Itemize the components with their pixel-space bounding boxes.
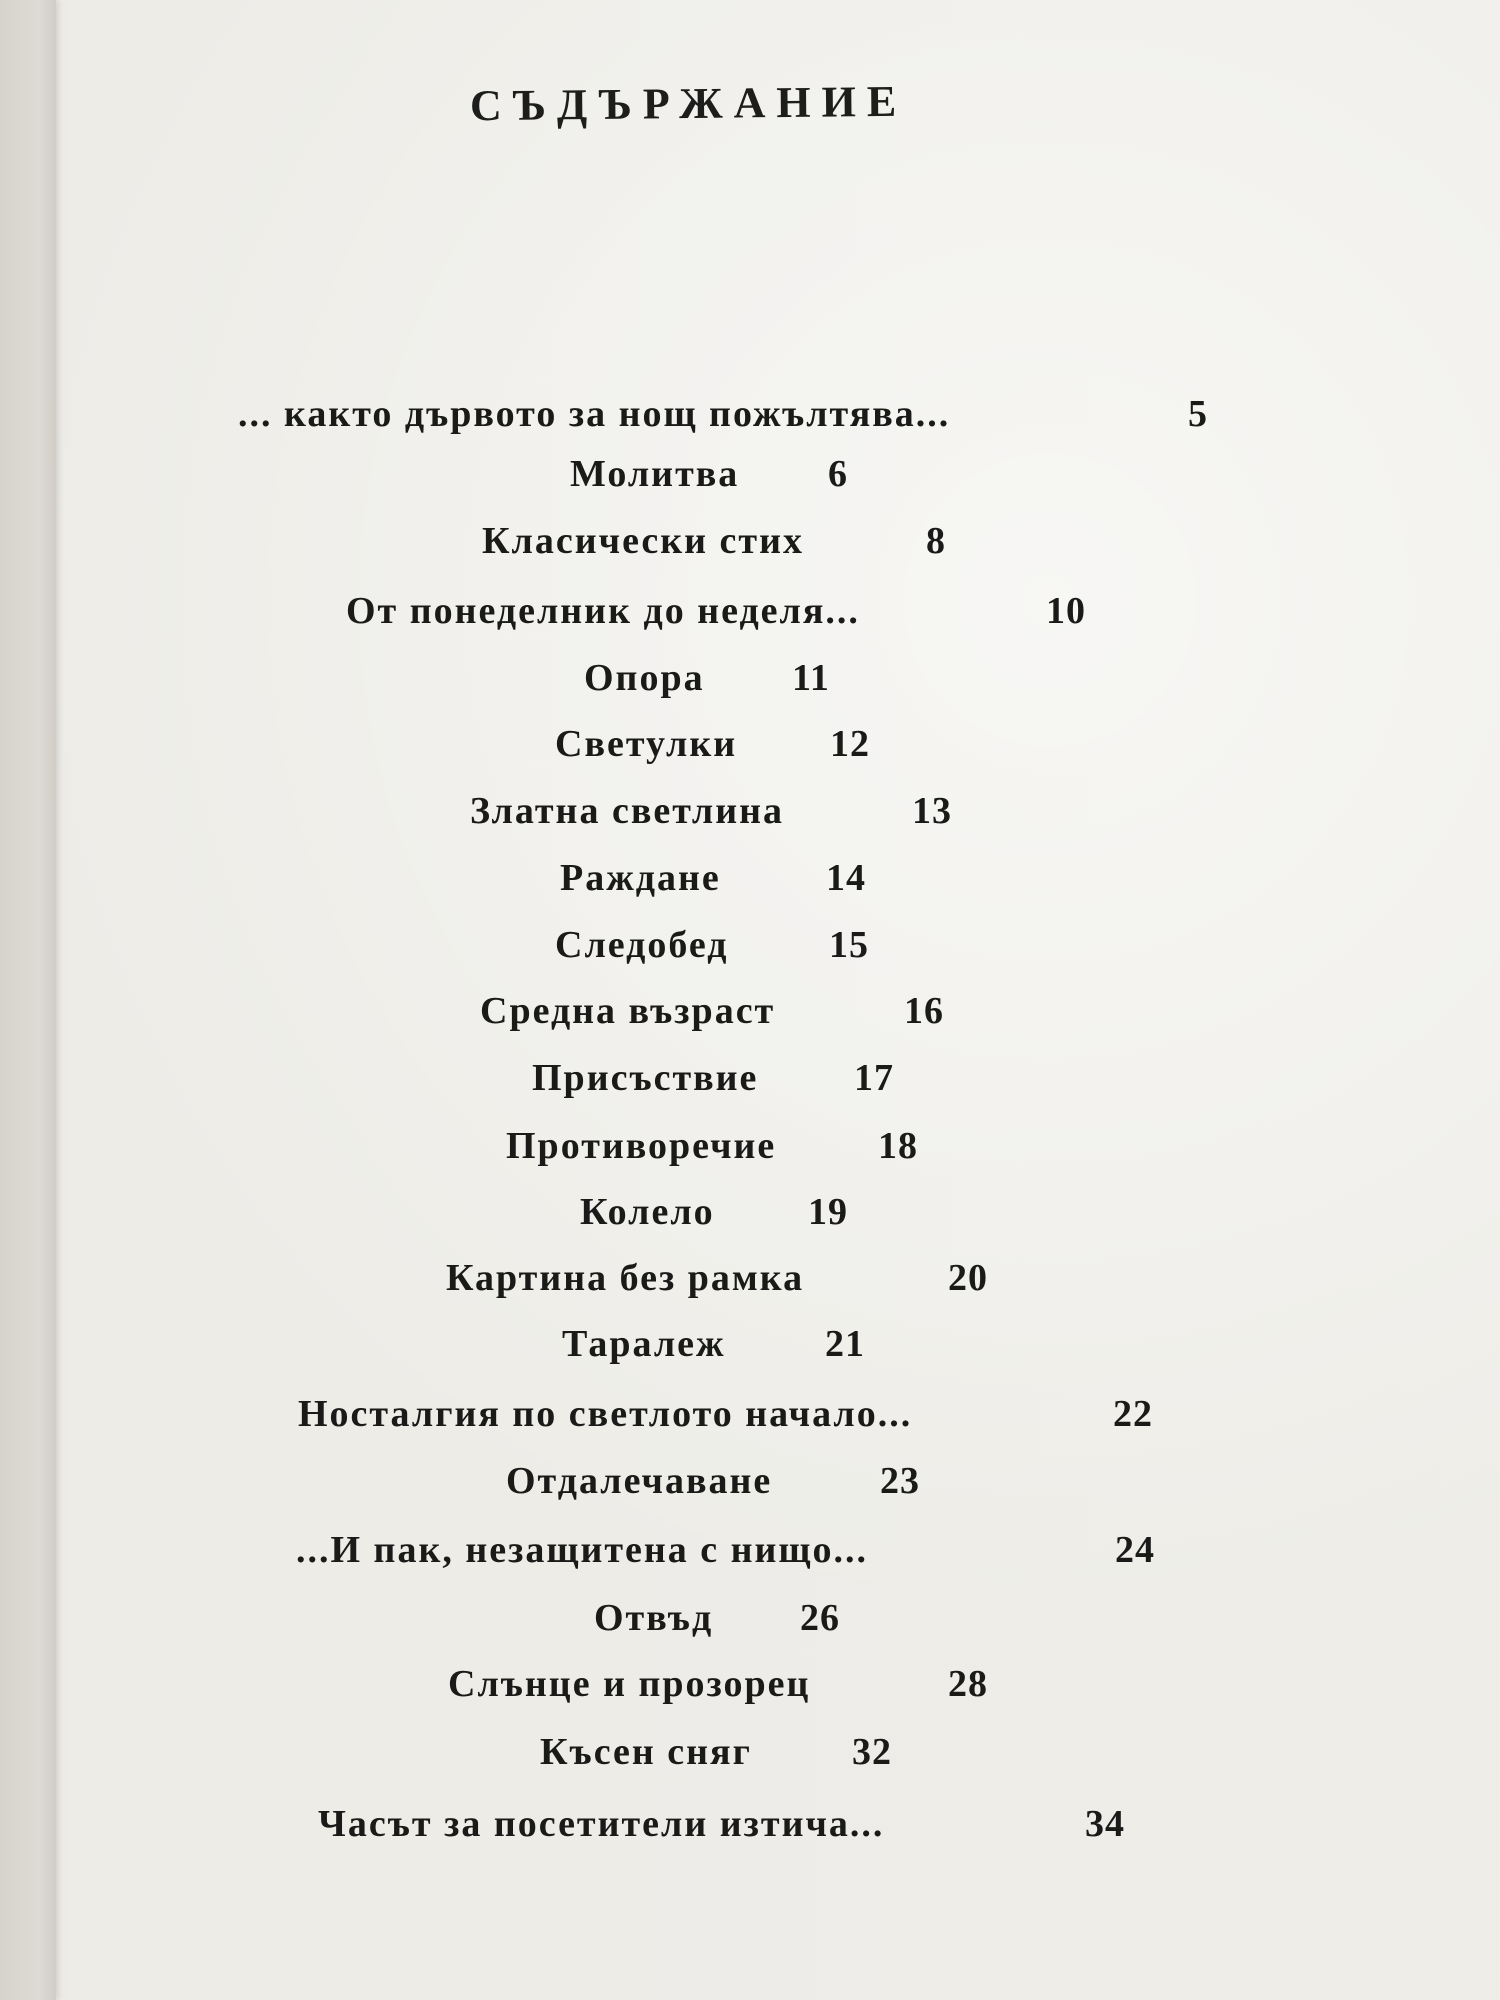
toc-entry-title: Следобед bbox=[555, 924, 729, 966]
toc-entry bbox=[446, 1256, 988, 1300]
toc-entry-title: Класически стих bbox=[482, 520, 804, 562]
toc-entry-title: ...И пак, незащитена с нищо... bbox=[296, 1529, 869, 1571]
toc-entry-page: 11 bbox=[792, 657, 830, 699]
toc-entry-title: Колело bbox=[580, 1191, 715, 1233]
toc-entry-title: Носталгия по светлото начало... bbox=[298, 1393, 913, 1435]
toc-entry-page: 16 bbox=[904, 990, 944, 1032]
toc-entry-page: 28 bbox=[948, 1663, 988, 1705]
toc-entry-page: 20 bbox=[948, 1257, 988, 1299]
toc-entry-title: Отдалечаване bbox=[506, 1460, 773, 1502]
toc-entry-title: Присъствие bbox=[532, 1057, 759, 1099]
toc-entry-page: 17 bbox=[854, 1057, 894, 1099]
toc-entry bbox=[584, 656, 830, 700]
toc-entry-title: Късен сняг bbox=[540, 1731, 752, 1773]
toc-entry-page: 8 bbox=[926, 520, 946, 562]
toc-entry-page: 15 bbox=[829, 924, 869, 966]
toc-entry-page: 26 bbox=[800, 1597, 840, 1639]
toc-entry bbox=[298, 1392, 1153, 1436]
toc-entry-page: 34 bbox=[1085, 1803, 1125, 1845]
toc-entry-title: Златна светлина bbox=[470, 790, 785, 832]
toc-entry-title: Противоречие bbox=[506, 1125, 777, 1167]
toc-entry bbox=[506, 1459, 920, 1503]
toc-entry-title: Средна възраст bbox=[480, 990, 776, 1032]
toc-entry-page: 5 bbox=[1188, 393, 1208, 435]
toc-entry bbox=[580, 1190, 848, 1234]
toc-entry-title: От понеделник до неделя... bbox=[346, 590, 860, 632]
toc-entry-title: Таралеж bbox=[562, 1323, 726, 1365]
toc-entry bbox=[448, 1662, 988, 1706]
toc-entry-page: 24 bbox=[1115, 1529, 1155, 1571]
toc-entry-title: Картина без рамка bbox=[446, 1257, 805, 1299]
toc-entry bbox=[562, 1322, 865, 1366]
toc-entry-page: 18 bbox=[878, 1125, 918, 1167]
toc-entry-title: Раждане bbox=[560, 857, 721, 899]
toc-entry bbox=[482, 519, 946, 563]
toc-entry bbox=[570, 452, 848, 496]
page-title: СЪДЪРЖАНИЕ bbox=[469, 76, 908, 131]
toc-entry bbox=[555, 923, 869, 967]
toc-entry-title: Слънце и прозорец bbox=[448, 1663, 811, 1705]
toc-entry-title: Молитва bbox=[570, 453, 740, 495]
toc-entry bbox=[594, 1596, 840, 1640]
toc-entry-title: Часът за посетители изтича... bbox=[318, 1803, 885, 1845]
toc-entry-page: 23 bbox=[880, 1460, 920, 1502]
toc-entry-page: 12 bbox=[830, 723, 870, 765]
toc-entry bbox=[532, 1056, 894, 1100]
toc-entry-title: Светулки bbox=[555, 723, 738, 765]
toc-entry bbox=[555, 722, 870, 766]
toc-entry-page: 22 bbox=[1113, 1393, 1153, 1435]
toc-entry-title: Опора bbox=[584, 657, 705, 699]
toc-entry-page: 32 bbox=[852, 1731, 892, 1773]
toc-entry bbox=[540, 1730, 892, 1774]
toc-entry bbox=[560, 856, 866, 900]
toc-entry-page: 19 bbox=[808, 1191, 848, 1233]
toc-entry-page: 21 bbox=[825, 1323, 865, 1365]
toc-entry-page: 13 bbox=[912, 790, 952, 832]
toc-entry-page: 10 bbox=[1046, 590, 1086, 632]
toc-entry bbox=[470, 789, 952, 833]
toc-entry bbox=[318, 1802, 1125, 1846]
toc-entry bbox=[506, 1124, 918, 1168]
toc-entry-title: ... както дървото за нощ пожълтява... bbox=[238, 393, 951, 435]
toc-entry bbox=[480, 989, 944, 1033]
toc-entry-title: Отвъд bbox=[594, 1597, 714, 1639]
toc-entry bbox=[238, 392, 1208, 436]
toc-entry-page: 6 bbox=[828, 453, 848, 495]
toc-entry bbox=[346, 589, 1086, 633]
toc-entry-page: 14 bbox=[826, 857, 866, 899]
toc-entry bbox=[296, 1528, 1155, 1572]
